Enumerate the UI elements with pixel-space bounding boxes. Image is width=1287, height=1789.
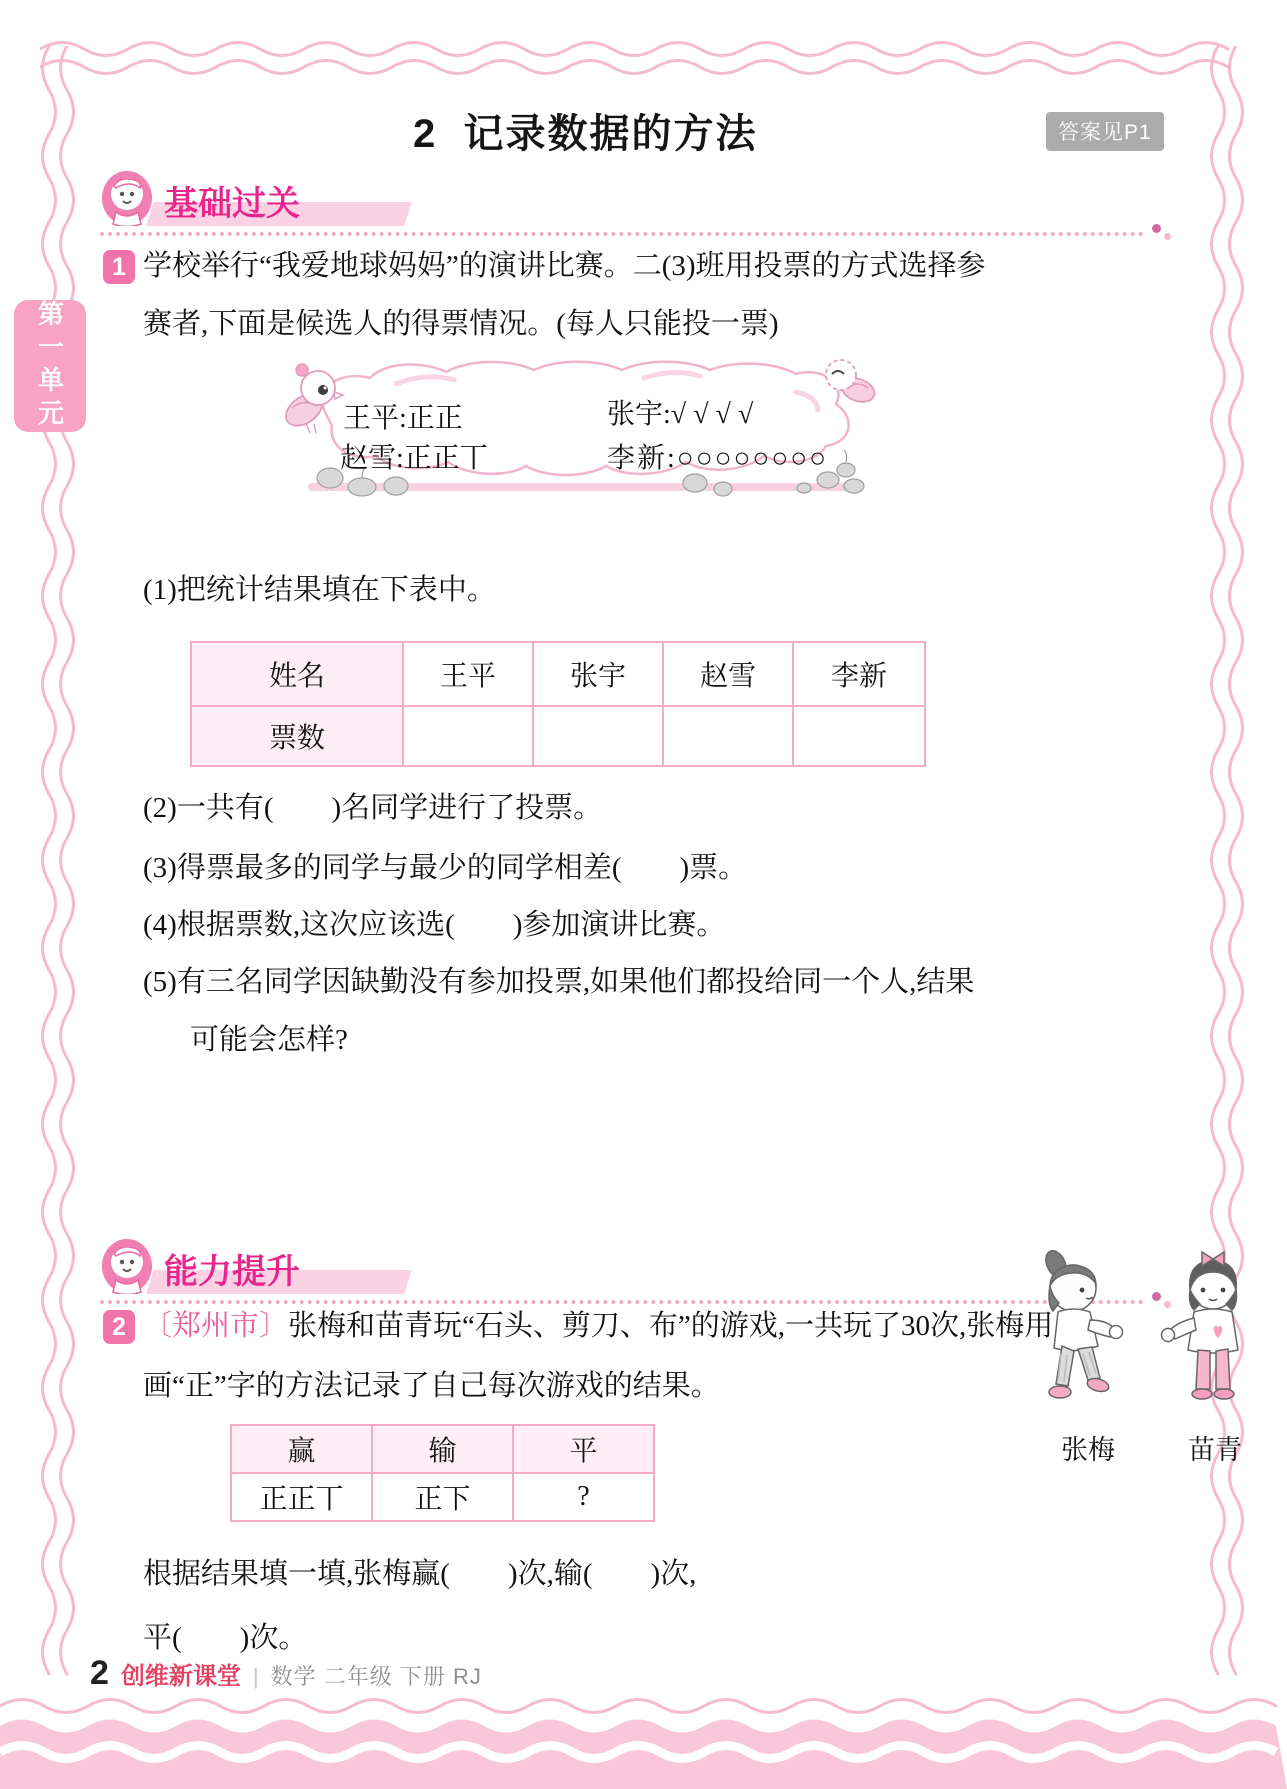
vote-count-cell-4 [793, 706, 925, 766]
game-result-table [230, 1424, 655, 1522]
tally-wangping: 王平:正正 [343, 403, 463, 434]
q2-line1 [143, 1306, 1053, 1346]
bottom-wavy-band [0, 1694, 1287, 1789]
question-2-number: 2 [103, 1310, 135, 1344]
girl-label-miaoqing: 苗青 [1188, 1435, 1242, 1465]
section-divider-2 [100, 1300, 1144, 1304]
divider-dot-dark [1152, 224, 1161, 233]
footer-divider: | [252, 1664, 259, 1689]
q2-city-tag: 〔郑州市〕 [143, 1310, 289, 1342]
game-header-tie: 平 [513, 1425, 654, 1473]
girl-label-zhangmei: 张梅 [1061, 1435, 1115, 1465]
vote-table-header-row [191, 642, 925, 706]
game-tally-win: 正正丅 [231, 1473, 372, 1521]
unit-tab-label: 第一单元 [34, 300, 65, 432]
page-title: 2 记录数据的方法 [413, 112, 758, 156]
game-tally-tie: ? [513, 1473, 654, 1521]
unit-tab [14, 300, 86, 432]
tally-lixin: 李新:○○○○○○○○ [607, 443, 829, 474]
vote-header-name: 姓名 [191, 642, 403, 706]
girl-miaoqing [1162, 1252, 1239, 1399]
top-wavy-border [40, 36, 1247, 82]
kid-icon-2 [100, 1236, 154, 1294]
footer-info: 数学 二年级 下册 RJ [270, 1664, 482, 1689]
q2-line1-text: 张梅和苗青玩“石头、剪刀、布”的游戏,一共玩了30次,张梅用 [288, 1310, 1054, 1342]
game-table-tally-row [231, 1473, 654, 1521]
footer-brand: 创维新课堂 [120, 1663, 241, 1690]
kid-icon [100, 168, 154, 226]
q1-line1: 学校举行“我爱地球妈妈”的演讲比赛。二(3)班用投票的方式选择参 [143, 250, 986, 282]
tally-zhangyu: 张宇:√ √ √ √ [607, 399, 754, 430]
girl-zhangmei [1042, 1248, 1123, 1398]
q1-sub2: (2)一共有( )名同学进行了投票。 [143, 792, 603, 824]
game-table-header-row [231, 1425, 654, 1473]
q2-fill-line2: 平( )次。 [143, 1622, 308, 1654]
question-1-number: 1 [103, 250, 135, 284]
divider-dot-light [1164, 233, 1171, 240]
page-number: 2 [90, 1654, 109, 1692]
vote-header-zhangyu: 张宇 [533, 642, 663, 706]
vote-table [190, 641, 926, 767]
q1-sub4: (4)根据票数,这次应该选( )参加演讲比赛。 [143, 909, 726, 941]
q1-line2: 赛者,下面是候选人的得票情况。(每人只能投一票) [143, 308, 779, 340]
vote-header-lixin: 李新 [793, 642, 925, 706]
vote-count-cell-3 [663, 706, 793, 766]
vote-table-count-row [191, 706, 925, 766]
section-title-advanced: 能力提升 [164, 1253, 300, 1291]
section-divider [100, 232, 1144, 236]
vote-header-wangping: 王平 [403, 642, 533, 706]
q2-line2: 画“正”字的方法记录了自己每次游戏的结果。 [143, 1370, 720, 1402]
q1-sub3: (3)得票最多的同学与最少的同学相差( )票。 [143, 852, 748, 884]
q1-sub1: (1)把统计结果填在下表中。 [143, 574, 496, 606]
game-header-lose: 输 [372, 1425, 513, 1473]
answer-reference-badge: 答案见P1 [1046, 112, 1164, 151]
vote-header-zhaoxue: 赵雪 [663, 642, 793, 706]
game-tally-lose: 正下 [372, 1473, 513, 1521]
tally-zhaoxue: 赵雪:正正丅 [340, 443, 488, 474]
section-title-basics: 基础过关 [164, 185, 300, 223]
vote-count-label: 票数 [191, 706, 403, 766]
q2-fill-line1: 根据结果填一填,张梅赢( )次,输( )次, [143, 1558, 697, 1590]
game-header-win: 赢 [231, 1425, 372, 1473]
vote-count-cell-2 [533, 706, 663, 766]
left-wavy-border [36, 46, 82, 1698]
footer [90, 1654, 482, 1693]
q1-sub5-line1: (5)有三名同学因缺勤没有参加投票,如果他们都投给同一个人,结果 [143, 966, 975, 998]
vote-count-cell-1 [403, 706, 533, 766]
girls-illustration [1018, 1246, 1270, 1436]
q1-sub5-line2: 可能会怎样? [190, 1024, 348, 1056]
